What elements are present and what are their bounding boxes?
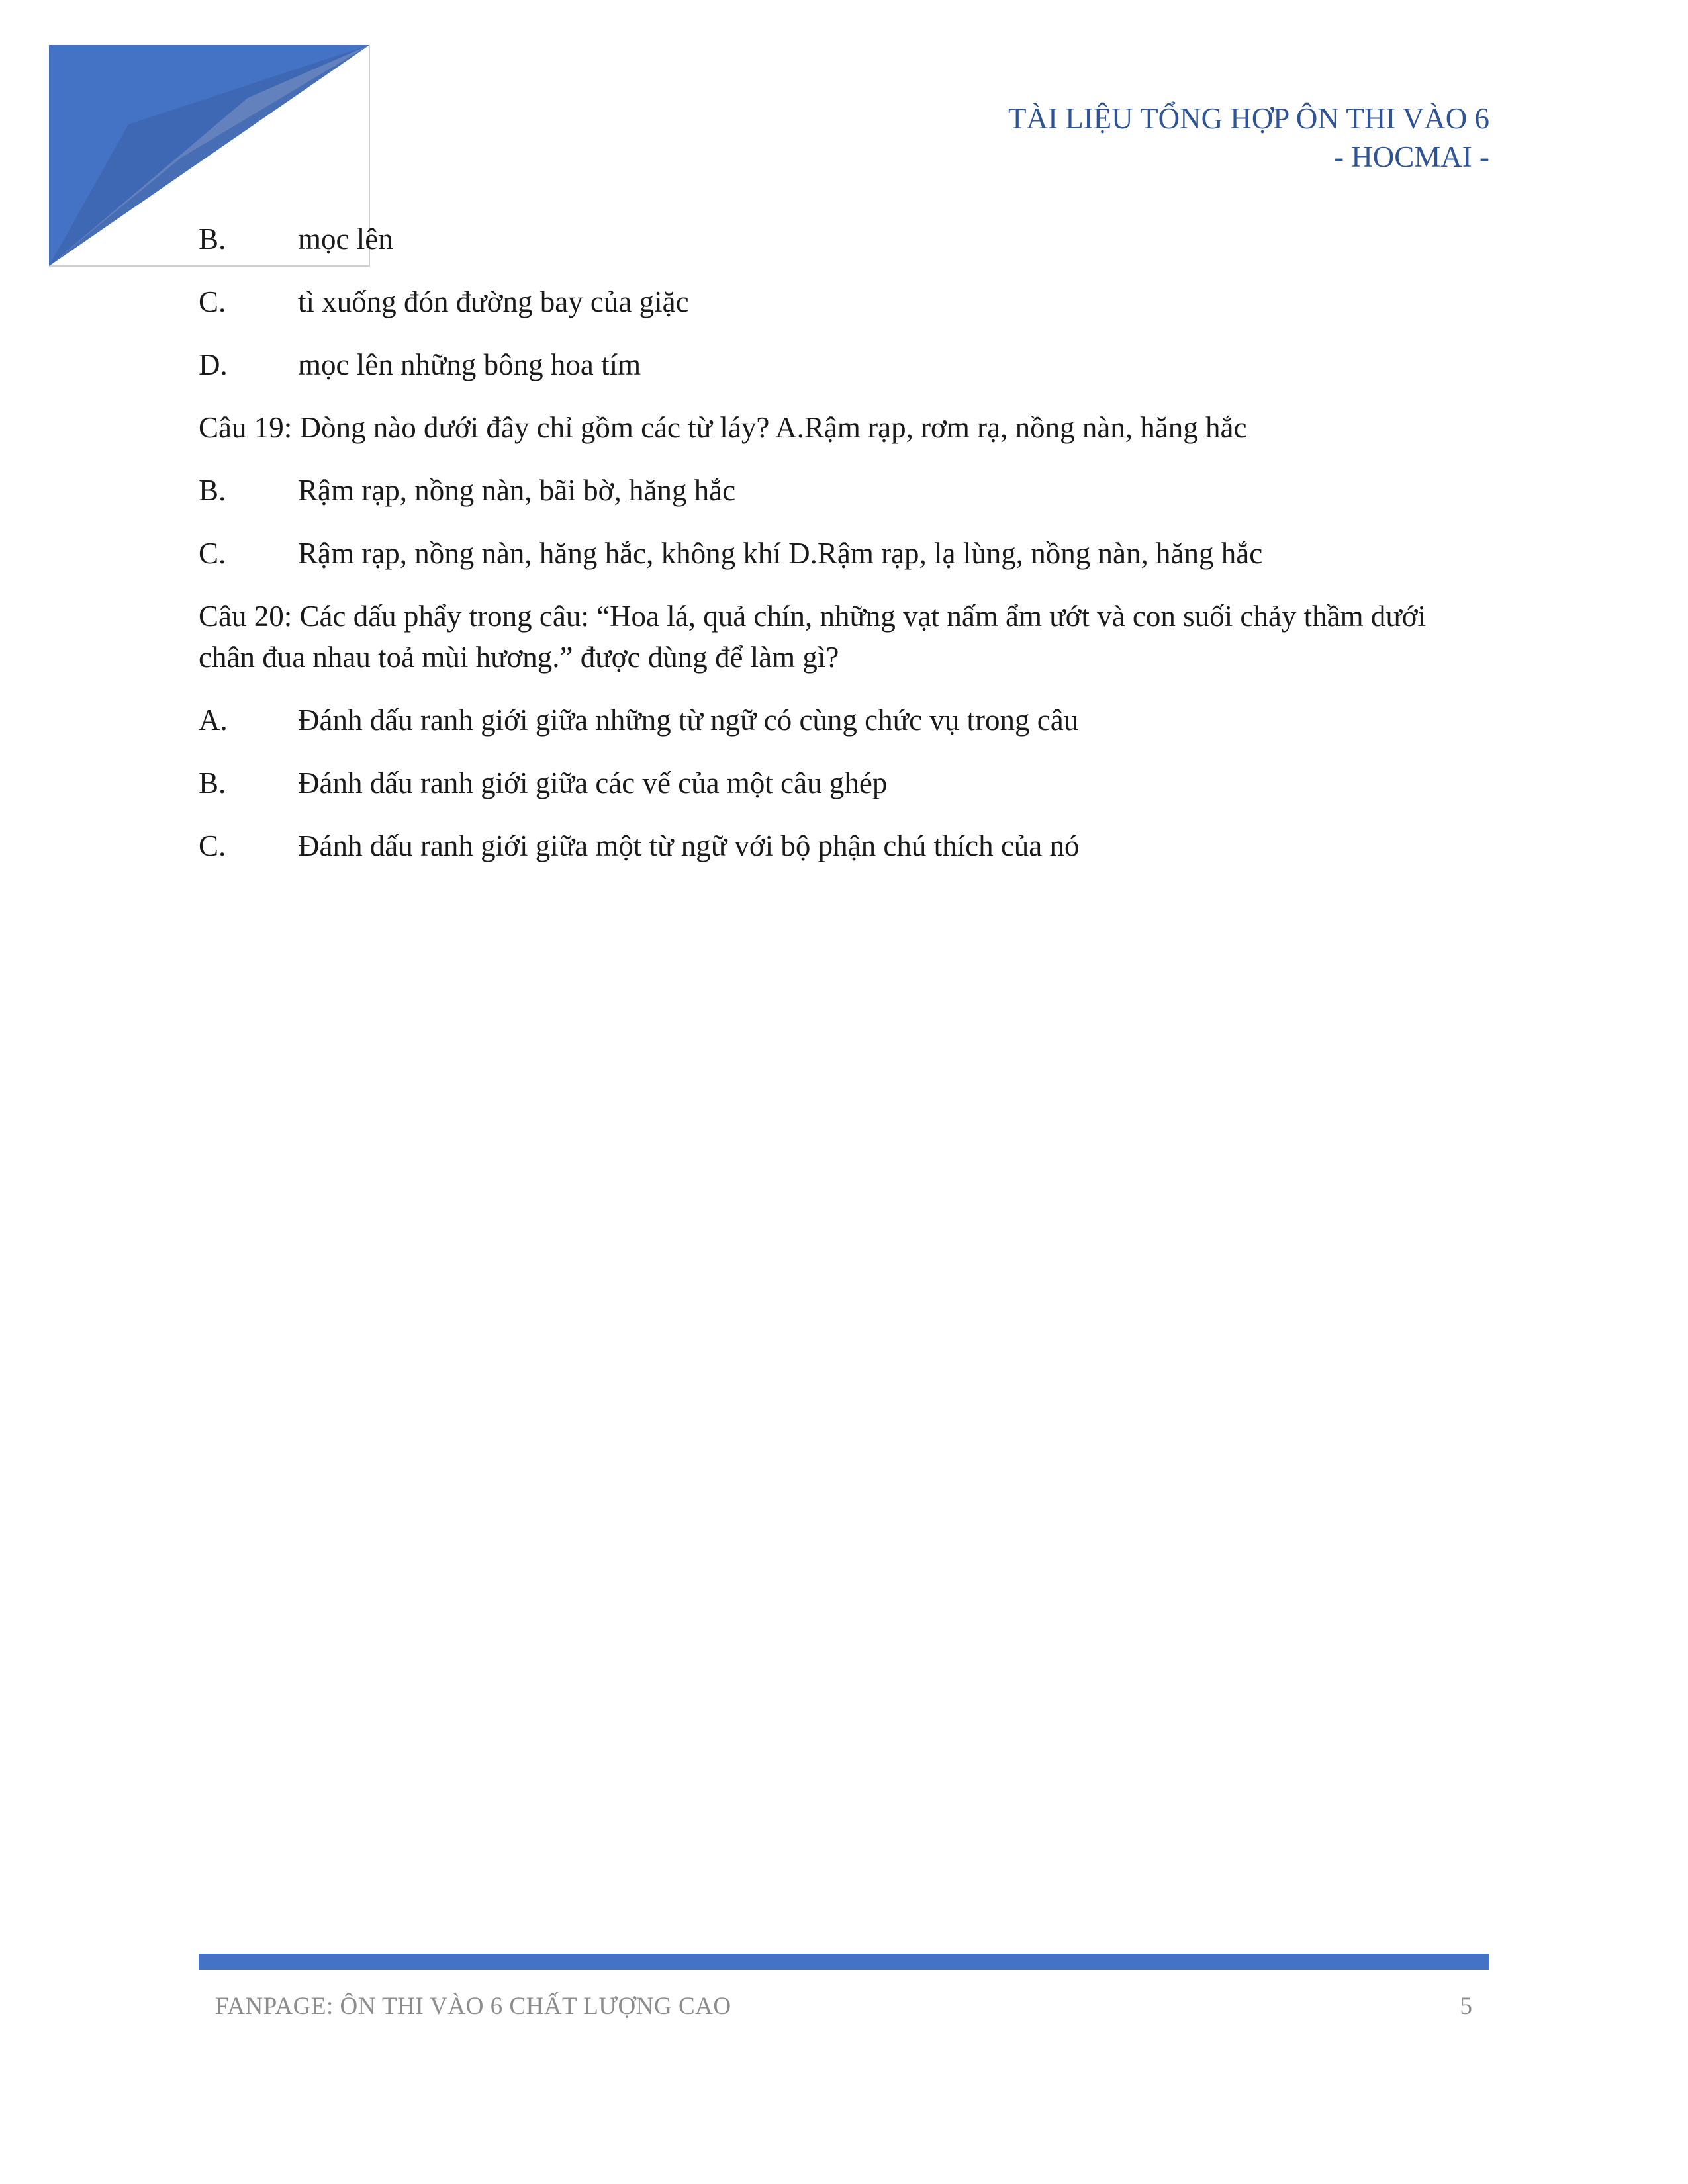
header-title: TÀI LIỆU TỔNG HỢP ÔN THI VÀO 6 — [1008, 102, 1489, 135]
question-20: Câu 20: Các dấu phẩy trong câu: “Hoa lá, quả chín, những vạt nấm ẩm ướt và con suối chảy thầm dưới chân đua nhau toả mùi hương.” được dùng để làm gì? — [199, 600, 1427, 674]
document-body — [199, 218, 1489, 888]
answer-option — [199, 344, 1489, 385]
document-header — [1008, 99, 1489, 176]
option-letter: C. — [199, 285, 226, 318]
page-number: 5 — [1460, 1993, 1472, 2020]
option-letter: D. — [199, 348, 228, 381]
header-subtitle: - HOCMAI - — [1334, 140, 1489, 173]
answer-option — [199, 470, 1489, 511]
option-letter: C. — [199, 537, 226, 570]
answer-option — [199, 762, 1489, 803]
option-text: mọc lên — [298, 222, 393, 255]
option-letter: B. — [199, 766, 226, 799]
option-text: Rậm rạp, nồng nàn, hăng hắc, không khí D.Rậm rạp, lạ lùng, nồng nàn, hăng hắc — [298, 537, 1263, 570]
option-text: Đánh dấu ranh giới giữa các vế của một câu ghép — [298, 766, 888, 799]
footer-fanpage: FANPAGE: ÔN THI VÀO 6 CHẤT LƯỢNG CAO — [215, 1993, 731, 2020]
answer-option — [199, 700, 1489, 741]
option-letter: C. — [199, 829, 226, 862]
option-letter: A. — [199, 704, 228, 737]
answer-option — [199, 281, 1489, 322]
footer-divider — [199, 1954, 1489, 1970]
answer-option — [199, 825, 1489, 866]
question-19: Câu 19: Dòng nào dưới đây chỉ gồm các từ láy? A.Rậm rạp, rơm rạ, nồng nàn, hăng hắc — [199, 411, 1247, 444]
answer-option — [199, 533, 1489, 574]
option-text: Đánh dấu ranh giới giữa một từ ngữ với bộ phận chú thích của nó — [298, 829, 1080, 862]
option-text: mọc lên những bông hoa tím — [298, 348, 641, 381]
option-text: Rậm rạp, nồng nàn, bãi bờ, hăng hắc — [298, 474, 736, 507]
option-letter: B. — [199, 222, 226, 255]
answer-option — [199, 218, 1489, 259]
option-text: tì xuống đón đường bay của giặc — [298, 285, 689, 318]
option-letter: B. — [199, 474, 226, 507]
option-text: Đánh dấu ranh giới giữa những từ ngữ có cùng chức vụ trong câu — [298, 704, 1079, 737]
